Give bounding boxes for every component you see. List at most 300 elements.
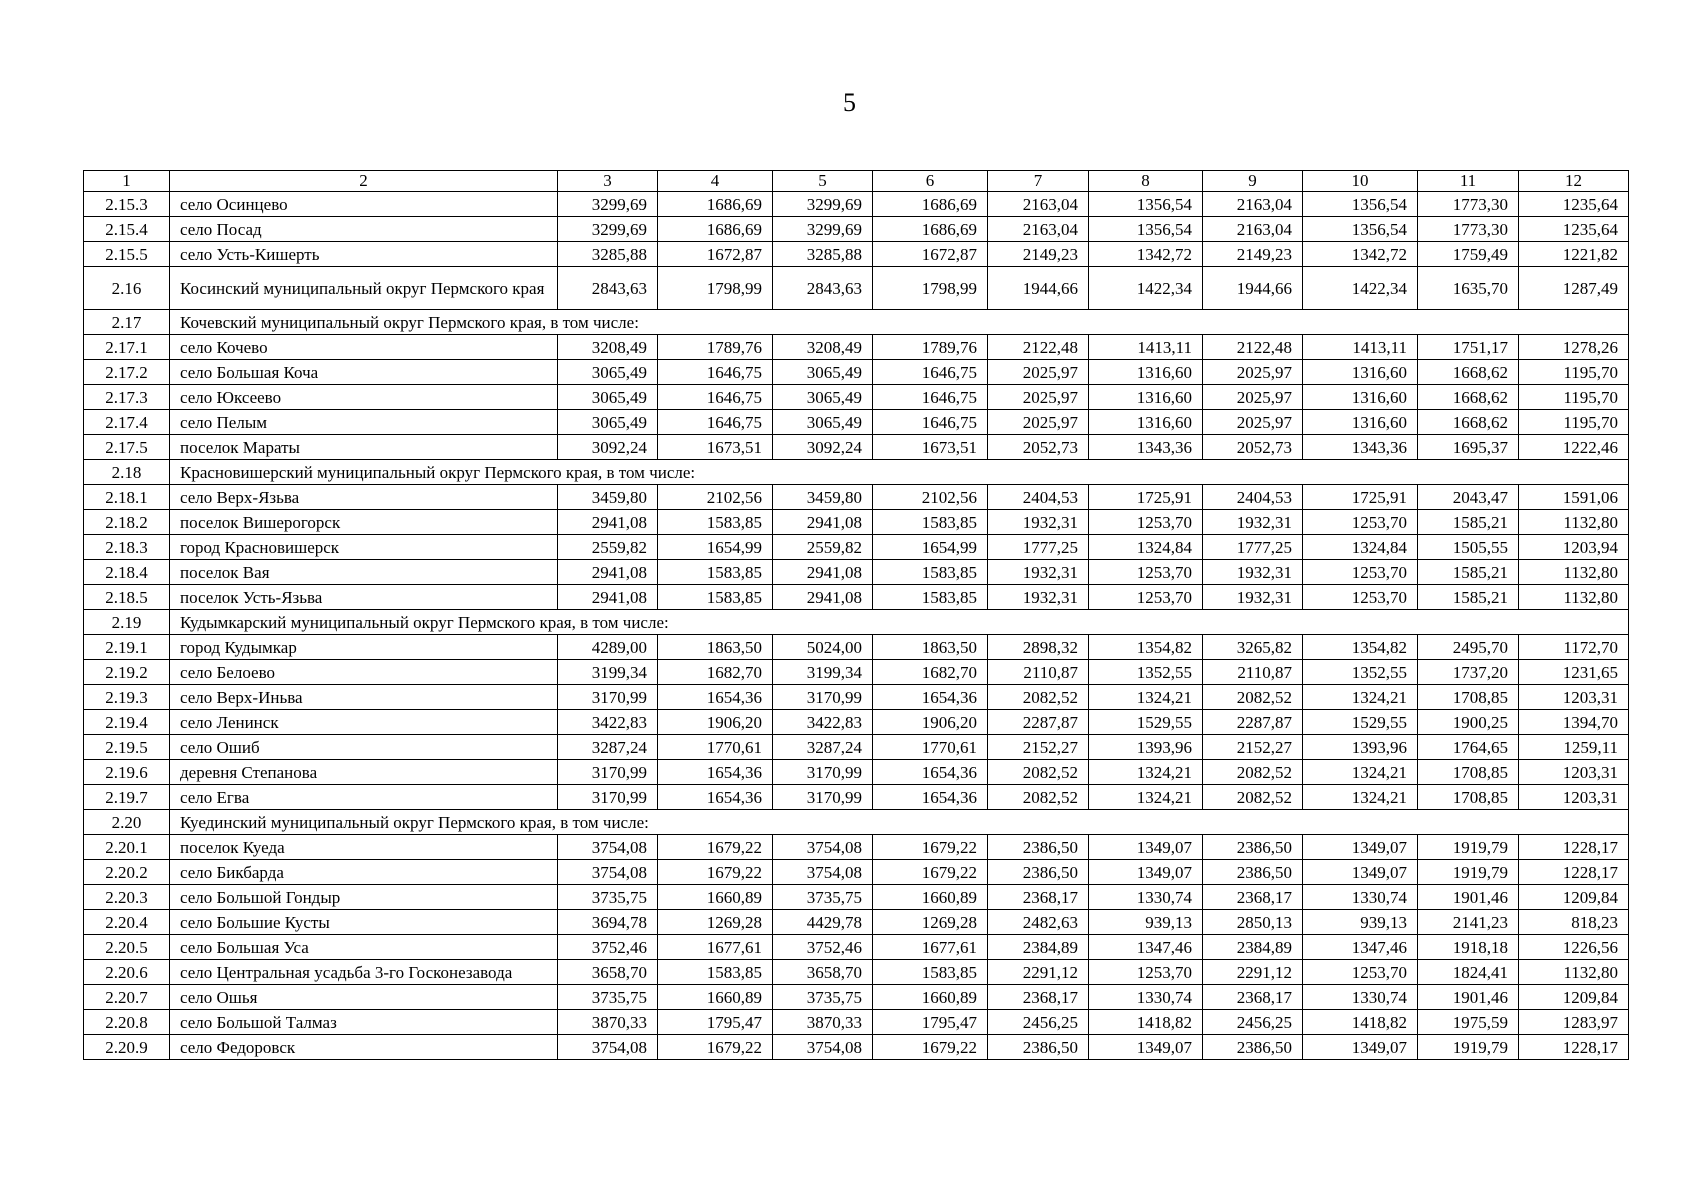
value-cell: 2102,56 <box>658 485 773 510</box>
row-code: 2.15.4 <box>84 217 170 242</box>
value-cell: 1221,82 <box>1519 242 1629 267</box>
value-cell: 1349,07 <box>1089 835 1203 860</box>
value-cell: 1352,55 <box>1089 660 1203 685</box>
value-cell: 818,23 <box>1519 910 1629 935</box>
group-row <box>84 310 1629 335</box>
value-cell: 2386,50 <box>988 860 1089 885</box>
group-row <box>84 610 1629 635</box>
value-cell: 1773,30 <box>1418 217 1519 242</box>
value-cell: 1316,60 <box>1303 360 1418 385</box>
value-cell: 1324,21 <box>1303 685 1418 710</box>
value-cell: 1529,55 <box>1089 710 1203 735</box>
value-cell: 1235,64 <box>1519 192 1629 217</box>
settlement-name: село Посад <box>170 217 558 242</box>
value-cell: 3092,24 <box>773 435 873 460</box>
value-cell: 2122,48 <box>988 335 1089 360</box>
value-cell: 2110,87 <box>1203 660 1303 685</box>
row-code: 2.20.3 <box>84 885 170 910</box>
value-cell: 3870,33 <box>558 1010 658 1035</box>
value-cell: 1932,31 <box>1203 585 1303 610</box>
value-cell: 1342,72 <box>1303 242 1418 267</box>
value-cell: 1863,50 <box>658 635 773 660</box>
value-cell: 2052,73 <box>988 435 1089 460</box>
value-cell: 2386,50 <box>988 835 1089 860</box>
row-code: 2.19.5 <box>84 735 170 760</box>
value-cell: 3459,80 <box>773 485 873 510</box>
value-cell: 1583,85 <box>873 560 988 585</box>
table-row <box>84 985 1629 1010</box>
value-cell: 2384,89 <box>988 935 1089 960</box>
row-code: 2.15.3 <box>84 192 170 217</box>
value-cell: 2941,08 <box>773 510 873 535</box>
value-cell: 1278,26 <box>1519 335 1629 360</box>
row-code: 2.17.4 <box>84 410 170 435</box>
value-cell: 3735,75 <box>773 885 873 910</box>
value-cell: 1795,47 <box>658 1010 773 1035</box>
value-cell: 2384,89 <box>1203 935 1303 960</box>
header-row <box>84 171 1629 192</box>
value-cell: 2941,08 <box>558 560 658 585</box>
value-cell: 1906,20 <box>873 710 988 735</box>
settlement-name: поселок Вишерогорск <box>170 510 558 535</box>
value-cell: 1585,21 <box>1418 510 1519 535</box>
value-cell: 1708,85 <box>1418 685 1519 710</box>
value-cell: 3065,49 <box>558 360 658 385</box>
value-cell: 1316,60 <box>1089 410 1203 435</box>
value-cell: 2082,52 <box>1203 760 1303 785</box>
value-cell: 1646,75 <box>658 360 773 385</box>
value-cell: 2386,50 <box>1203 1035 1303 1060</box>
value-cell: 1654,36 <box>658 685 773 710</box>
value-cell: 3754,08 <box>558 1035 658 1060</box>
value-cell: 1316,60 <box>1089 360 1203 385</box>
value-cell: 1932,31 <box>988 585 1089 610</box>
settlement-name: село Центральная усадьба 3-го Госконезавода <box>170 960 558 985</box>
value-cell: 1324,84 <box>1303 535 1418 560</box>
value-cell: 1253,70 <box>1303 510 1418 535</box>
value-cell: 2843,63 <box>558 267 658 310</box>
value-cell: 1901,46 <box>1418 985 1519 1010</box>
value-cell: 2052,73 <box>1203 435 1303 460</box>
value-cell: 1695,37 <box>1418 435 1519 460</box>
value-cell: 1679,22 <box>873 1035 988 1060</box>
value-cell: 1646,75 <box>873 385 988 410</box>
value-cell: 2368,17 <box>988 885 1089 910</box>
group-title: Куединский муниципальный округ Пермского края, в том числе: <box>170 810 1629 835</box>
value-cell: 1209,84 <box>1519 985 1629 1010</box>
value-cell: 1919,79 <box>1418 835 1519 860</box>
row-code: 2.18.5 <box>84 585 170 610</box>
value-cell: 2025,97 <box>1203 385 1303 410</box>
column-header: 8 <box>1089 171 1203 192</box>
settlement-name: поселок Вая <box>170 560 558 585</box>
value-cell: 4289,00 <box>558 635 658 660</box>
value-cell: 1777,25 <box>988 535 1089 560</box>
value-cell: 1195,70 <box>1519 410 1629 435</box>
value-cell: 1253,70 <box>1089 960 1203 985</box>
value-cell: 1668,62 <box>1418 410 1519 435</box>
value-cell: 1660,89 <box>658 885 773 910</box>
value-cell: 1352,55 <box>1303 660 1418 685</box>
table-row <box>84 860 1629 885</box>
value-cell: 2163,04 <box>988 192 1089 217</box>
value-cell: 1349,07 <box>1303 1035 1418 1060</box>
value-cell: 1679,22 <box>873 835 988 860</box>
value-cell: 5024,00 <box>773 635 873 660</box>
value-cell: 3170,99 <box>773 785 873 810</box>
value-cell: 3065,49 <box>773 385 873 410</box>
value-cell: 1324,21 <box>1089 760 1203 785</box>
value-cell: 1932,31 <box>1203 560 1303 585</box>
value-cell: 1418,82 <box>1089 1010 1203 1035</box>
value-cell: 1203,31 <box>1519 785 1629 810</box>
column-header: 6 <box>873 171 988 192</box>
value-cell: 2456,25 <box>988 1010 1089 1035</box>
settlement-name: село Егва <box>170 785 558 810</box>
table-row <box>84 935 1629 960</box>
row-code: 2.18 <box>84 460 170 485</box>
value-cell: 1646,75 <box>873 360 988 385</box>
value-cell: 1654,99 <box>873 535 988 560</box>
value-cell: 3658,70 <box>558 960 658 985</box>
value-cell: 1635,70 <box>1418 267 1519 310</box>
value-cell: 2025,97 <box>988 385 1089 410</box>
value-cell: 1253,70 <box>1303 960 1418 985</box>
row-code: 2.19.4 <box>84 710 170 735</box>
value-cell: 2082,52 <box>988 760 1089 785</box>
value-cell: 3459,80 <box>558 485 658 510</box>
value-cell: 1660,89 <box>873 985 988 1010</box>
value-cell: 2082,52 <box>988 785 1089 810</box>
value-cell: 1668,62 <box>1418 360 1519 385</box>
value-cell: 2110,87 <box>988 660 1089 685</box>
table-row <box>84 1035 1629 1060</box>
table-row <box>84 385 1629 410</box>
value-cell: 1672,87 <box>873 242 988 267</box>
value-cell: 2291,12 <box>1203 960 1303 985</box>
column-header: 4 <box>658 171 773 192</box>
value-cell: 2287,87 <box>988 710 1089 735</box>
value-cell: 2082,52 <box>1203 785 1303 810</box>
value-cell: 1269,28 <box>658 910 773 935</box>
settlement-name: деревня Степанова <box>170 760 558 785</box>
value-cell: 2082,52 <box>988 685 1089 710</box>
value-cell: 1422,34 <box>1089 267 1203 310</box>
value-cell: 3065,49 <box>773 360 873 385</box>
value-cell: 1708,85 <box>1418 760 1519 785</box>
value-cell: 1764,65 <box>1418 735 1519 760</box>
settlement-name: село Кочево <box>170 335 558 360</box>
value-cell: 3287,24 <box>558 735 658 760</box>
settlement-name: село Юксеево <box>170 385 558 410</box>
value-cell: 1324,21 <box>1089 685 1203 710</box>
table-row <box>84 1010 1629 1035</box>
row-code: 2.20.6 <box>84 960 170 985</box>
table-row <box>84 635 1629 660</box>
value-cell: 1132,80 <box>1519 560 1629 585</box>
settlement-name: село Пелым <box>170 410 558 435</box>
value-cell: 1919,79 <box>1418 1035 1519 1060</box>
value-cell: 1203,31 <box>1519 760 1629 785</box>
table-row <box>84 910 1629 935</box>
value-cell: 1203,94 <box>1519 535 1629 560</box>
column-header: 1 <box>84 171 170 192</box>
settlement-name: село Усть-Кишерть <box>170 242 558 267</box>
value-cell: 1583,85 <box>873 510 988 535</box>
value-cell: 2152,27 <box>988 735 1089 760</box>
value-cell: 1324,84 <box>1089 535 1203 560</box>
value-cell: 1789,76 <box>658 335 773 360</box>
value-cell: 2482,63 <box>988 910 1089 935</box>
value-cell: 1975,59 <box>1418 1010 1519 1035</box>
value-cell: 1422,34 <box>1303 267 1418 310</box>
value-cell: 1356,54 <box>1089 217 1203 242</box>
value-cell: 2368,17 <box>1203 985 1303 1010</box>
value-cell: 1347,46 <box>1089 935 1203 960</box>
value-cell: 4429,78 <box>773 910 873 935</box>
table-row <box>84 735 1629 760</box>
value-cell: 3208,49 <box>773 335 873 360</box>
value-cell: 1679,22 <box>658 835 773 860</box>
row-code: 2.17.5 <box>84 435 170 460</box>
row-code: 2.20.5 <box>84 935 170 960</box>
value-cell: 2495,70 <box>1418 635 1519 660</box>
value-cell: 3208,49 <box>558 335 658 360</box>
value-cell: 3422,83 <box>773 710 873 735</box>
value-cell: 2941,08 <box>773 560 873 585</box>
value-cell: 1654,36 <box>873 685 988 710</box>
value-cell: 3694,78 <box>558 910 658 935</box>
settlement-name: село Ошиб <box>170 735 558 760</box>
table-row <box>84 960 1629 985</box>
value-cell: 2102,56 <box>873 485 988 510</box>
value-cell: 1932,31 <box>1203 510 1303 535</box>
row-code: 2.20 <box>84 810 170 835</box>
value-cell: 3752,46 <box>558 935 658 960</box>
value-cell: 3285,88 <box>558 242 658 267</box>
value-cell: 1413,11 <box>1303 335 1418 360</box>
row-code: 2.18.3 <box>84 535 170 560</box>
value-cell: 2850,13 <box>1203 910 1303 935</box>
value-cell: 1583,85 <box>658 510 773 535</box>
settlement-name: село Бикбарда <box>170 860 558 885</box>
value-cell: 1287,49 <box>1519 267 1629 310</box>
value-cell: 3735,75 <box>773 985 873 1010</box>
value-cell: 3170,99 <box>773 685 873 710</box>
value-cell: 1585,21 <box>1418 560 1519 585</box>
value-cell: 1356,54 <box>1303 217 1418 242</box>
value-cell: 3170,99 <box>558 685 658 710</box>
row-code: 2.20.1 <box>84 835 170 860</box>
value-cell: 1583,85 <box>658 585 773 610</box>
column-header: 5 <box>773 171 873 192</box>
value-cell: 2287,87 <box>1203 710 1303 735</box>
value-cell: 1770,61 <box>658 735 773 760</box>
value-cell: 1654,36 <box>658 760 773 785</box>
value-cell: 1132,80 <box>1519 960 1629 985</box>
table-row <box>84 660 1629 685</box>
table-row <box>84 685 1629 710</box>
value-cell: 1316,60 <box>1303 410 1418 435</box>
value-cell: 3422,83 <box>558 710 658 735</box>
value-cell: 1708,85 <box>1418 785 1519 810</box>
value-cell: 1686,69 <box>658 192 773 217</box>
value-cell: 1751,17 <box>1418 335 1519 360</box>
value-cell: 3170,99 <box>773 760 873 785</box>
value-cell: 1393,96 <box>1303 735 1418 760</box>
value-cell: 2386,50 <box>1203 835 1303 860</box>
value-cell: 2368,17 <box>988 985 1089 1010</box>
column-header: 2 <box>170 171 558 192</box>
settlement-name: село Ошья <box>170 985 558 1010</box>
row-code: 2.20.8 <box>84 1010 170 1035</box>
table-row <box>84 360 1629 385</box>
value-cell: 3065,49 <box>773 410 873 435</box>
value-cell: 1944,66 <box>1203 267 1303 310</box>
settlement-name: село Большие Кусты <box>170 910 558 935</box>
value-cell: 2163,04 <box>988 217 1089 242</box>
value-cell: 3754,08 <box>773 1035 873 1060</box>
value-cell: 1343,36 <box>1303 435 1418 460</box>
value-cell: 3735,75 <box>558 985 658 1010</box>
value-cell: 1585,21 <box>1418 585 1519 610</box>
value-cell: 1668,62 <box>1418 385 1519 410</box>
value-cell: 1677,61 <box>873 935 988 960</box>
value-cell: 1343,36 <box>1089 435 1203 460</box>
table-row <box>84 435 1629 460</box>
settlement-name: село Федоровск <box>170 1035 558 1060</box>
value-cell: 1418,82 <box>1303 1010 1418 1035</box>
row-code: 2.19.2 <box>84 660 170 685</box>
value-cell: 1316,60 <box>1089 385 1203 410</box>
value-cell: 1231,65 <box>1519 660 1629 685</box>
value-cell: 1283,97 <box>1519 1010 1629 1035</box>
value-cell: 1591,06 <box>1519 485 1629 510</box>
row-code: 2.19 <box>84 610 170 635</box>
table-row <box>84 410 1629 435</box>
column-header: 10 <box>1303 171 1418 192</box>
value-cell: 1253,70 <box>1089 585 1203 610</box>
value-cell: 1253,70 <box>1303 560 1418 585</box>
row-code: 2.16 <box>84 267 170 310</box>
settlement-name: село Большой Гондыр <box>170 885 558 910</box>
page-number: 5 <box>843 88 856 117</box>
value-cell: 3092,24 <box>558 435 658 460</box>
table-row <box>84 535 1629 560</box>
value-cell: 3299,69 <box>558 192 658 217</box>
value-cell: 1349,07 <box>1303 860 1418 885</box>
value-cell: 2025,97 <box>988 410 1089 435</box>
value-cell: 3870,33 <box>773 1010 873 1035</box>
value-cell: 1330,74 <box>1089 985 1203 1010</box>
value-cell: 1932,31 <box>988 510 1089 535</box>
value-cell: 3065,49 <box>558 410 658 435</box>
value-cell: 1235,64 <box>1519 217 1629 242</box>
row-code: 2.18.1 <box>84 485 170 510</box>
value-cell: 3299,69 <box>558 217 658 242</box>
value-cell: 2368,17 <box>1203 885 1303 910</box>
value-cell: 1654,36 <box>658 785 773 810</box>
value-cell: 2559,82 <box>558 535 658 560</box>
value-cell: 1773,30 <box>1418 192 1519 217</box>
value-cell: 2163,04 <box>1203 192 1303 217</box>
group-row <box>84 460 1629 485</box>
value-cell: 3170,99 <box>558 760 658 785</box>
row-code: 2.20.2 <box>84 860 170 885</box>
value-cell: 2043,47 <box>1418 485 1519 510</box>
table-body <box>84 192 1629 1060</box>
table-row <box>84 485 1629 510</box>
group-title: Кочевский муниципальный округ Пермского края, в том числе: <box>170 310 1629 335</box>
value-cell: 1932,31 <box>988 560 1089 585</box>
value-cell: 1356,54 <box>1303 192 1418 217</box>
table-row <box>84 217 1629 242</box>
value-cell: 1677,61 <box>658 935 773 960</box>
value-cell: 1347,46 <box>1303 935 1418 960</box>
value-cell: 3065,49 <box>558 385 658 410</box>
value-cell: 1583,85 <box>658 960 773 985</box>
value-cell: 3285,88 <box>773 242 873 267</box>
value-cell: 1222,46 <box>1519 435 1629 460</box>
value-cell: 1349,07 <box>1089 860 1203 885</box>
value-cell: 1654,36 <box>873 760 988 785</box>
group-row <box>84 810 1629 835</box>
value-cell: 1324,21 <box>1303 785 1418 810</box>
settlement-name: село Большая Уса <box>170 935 558 960</box>
value-cell: 1682,70 <box>873 660 988 685</box>
value-cell: 1330,74 <box>1089 885 1203 910</box>
value-cell: 2941,08 <box>773 585 873 610</box>
value-cell: 1919,79 <box>1418 860 1519 885</box>
table-row <box>84 785 1629 810</box>
value-cell: 2843,63 <box>773 267 873 310</box>
column-header: 7 <box>988 171 1089 192</box>
value-cell: 1132,80 <box>1519 510 1629 535</box>
value-cell: 1673,51 <box>873 435 988 460</box>
row-code: 2.19.6 <box>84 760 170 785</box>
table-row <box>84 585 1629 610</box>
value-cell: 2025,97 <box>1203 410 1303 435</box>
value-cell: 1725,91 <box>1089 485 1203 510</box>
value-cell: 1316,60 <box>1303 385 1418 410</box>
value-cell: 1228,17 <box>1519 860 1629 885</box>
value-cell: 1253,70 <box>1089 510 1203 535</box>
value-cell: 3299,69 <box>773 192 873 217</box>
table-row <box>84 192 1629 217</box>
settlement-name: село Верх-Язьва <box>170 485 558 510</box>
column-header: 11 <box>1418 171 1519 192</box>
value-cell: 1682,70 <box>658 660 773 685</box>
value-cell: 1195,70 <box>1519 385 1629 410</box>
column-header: 9 <box>1203 171 1303 192</box>
value-cell: 2456,25 <box>1203 1010 1303 1035</box>
value-cell: 3199,34 <box>558 660 658 685</box>
value-cell: 1253,70 <box>1303 585 1418 610</box>
table-row <box>84 835 1629 860</box>
value-cell: 1770,61 <box>873 735 988 760</box>
value-cell: 1759,49 <box>1418 242 1519 267</box>
value-cell: 2163,04 <box>1203 217 1303 242</box>
settlement-name: город Кудымкар <box>170 635 558 660</box>
value-cell: 1529,55 <box>1303 710 1418 735</box>
column-header: 3 <box>558 171 658 192</box>
row-code: 2.18.4 <box>84 560 170 585</box>
group-title: Кудымкарский муниципальный округ Пермского края, в том числе: <box>170 610 1629 635</box>
table-row <box>84 335 1629 360</box>
settlement-name: город Красновишерск <box>170 535 558 560</box>
table-row <box>84 242 1629 267</box>
value-cell: 1824,41 <box>1418 960 1519 985</box>
